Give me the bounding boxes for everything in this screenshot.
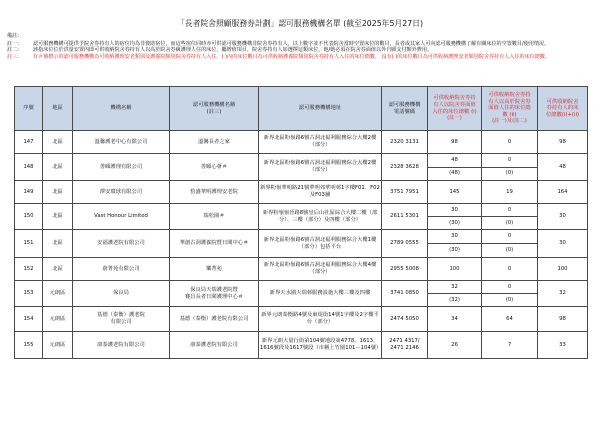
serial-cell: 152 [15,258,43,281]
places-i-cell: 26 [428,332,482,359]
serial-cell: 153 [15,281,43,307]
unit-cell: 康泰護老院有限公司 [170,332,259,359]
notes-section [7,33,597,60]
phone-cell: 2611 5301 [382,204,428,230]
unit-cell: 保良局天瑞護老院暨 賽昌長者日間護理中心＃ [170,281,259,307]
table-row [15,131,588,154]
serial-cell: 147 [15,131,43,154]
district-cell: 北區 [43,181,73,204]
phone-cell: 3751 7951 [382,181,428,204]
header-service-unit: 認可服務機構名稱 (註三) [170,87,259,131]
serial-cell: 154 [15,307,43,332]
places-ii-nursing-cell: (0) [482,244,538,258]
district-cell: 元朗區 [43,307,73,332]
address-cell: 新界北區粉嶺路6號古洞北福利服務綜合大樓2樓（部分） [259,154,382,181]
places-ii-nursing-cell: (0) [482,167,538,181]
org-cell: 基德（泰衡）護老院 有限公司 [73,307,170,332]
unit-cell: 華創古洞護養院暨日間中心＃ [170,230,259,258]
serial-cell: 149 [15,181,43,204]
places-ii-nursing-cell: (0) [482,217,538,230]
table-header-row [15,87,588,131]
places-i-nursing-cell: (48) [428,167,482,181]
header-places-at-voucher-value: 可供收納院舍券持 有人以院舍券面值 入住的床位總數 (i) (註一) [428,87,482,131]
phone-cell: 3741 0850 [382,281,428,307]
total-cell: 32 [538,281,588,307]
serial-cell: 150 [15,204,43,230]
org-cell: 保良局 [73,281,170,307]
header-address: 認可服務機構地址 [259,87,382,131]
phone-cell: 2471 4317/ 2471 2146 [382,332,428,359]
unit-cell: 基德（泰衡）護老院有限公司 [170,307,259,332]
unit-cell: 樂菁苑 [170,258,259,281]
service-provider-table [14,86,588,359]
table-row [15,154,588,168]
table-row [15,181,588,204]
header-district: 地區 [43,87,73,131]
places-i-nursing-cell: (32) [428,294,482,307]
places-ii-nursing-cell: (0) [482,294,538,307]
phone-cell: 2320 3131 [382,131,428,154]
total-cell: 98 [538,131,588,154]
total-cell: 164 [538,181,588,204]
address-cell: 新界元朗大量行街第104號地段第4778、1613、1616號段及1617號段（市稱上竹園101－104號） [259,332,382,359]
district-cell: 元朗區 [43,281,73,307]
note-text: 有＃號標示的認可服務機構為可收納護理安老類別及護養院類別院舍券持有人入住。( )內的床位數目為可供收納護養院類別院舍券持有人入住的床位總數。 沒有( )的床位數目為可供收納護理安老類別院舍券持有人入住的床位總數。 [33,53,551,60]
table-row [15,307,588,332]
places-ii-cell: 0 [482,281,538,294]
org-cell: 康泰護老院有限公司 [73,332,170,359]
district-cell: 北區 [43,154,73,181]
unit-cell: 溫馨長者之家 [170,131,259,154]
places-ii-cell: 7 [482,332,538,359]
places-ii-cell: 0 [482,154,538,168]
district-cell: 北區 [43,204,73,230]
places-ii-cell: 0 [482,131,538,154]
places-i-cell: 145 [428,181,482,204]
places-i-cell: 32 [428,281,482,294]
org-cell: Vast Honour Limited [73,204,170,230]
phone-cell: 2955 5008 [382,258,428,281]
district-cell: 北區 [43,230,73,258]
serial-cell: 151 [15,230,43,258]
unit-cell: 善頤心薈＃ [170,154,259,181]
places-ii-cell: 0 [482,230,538,244]
org-cell: 蔚菁苑有限公司 [73,258,170,281]
header-places-total: 可供收納院舍 券持有人的床 位總數(i)+(ii) [538,87,588,131]
address-cell: 新界北區粉嶺路6號古洞北福利服務綜合大樓4樓（部分） [259,258,382,281]
note-text: 該指床位位於洪量安置內即可供收納院舍券持有人以高於院舍券級護理人住的床位，屬增值項目，院舍券持有人如選擇這類床位，他/她必須在院舍券面值以外自願支付額外費用。 [33,47,433,54]
note-label: 註三: [7,53,19,60]
places-i-cell: 48 [428,154,482,168]
header-serial: 序號 [15,87,43,131]
phone-cell: 2328 3628 [382,154,428,181]
notes-heading: 備註: [7,33,19,39]
org-cell: 善頤護理有限公司 [73,154,170,181]
unit-cell: 豹盛華明護理安老院 [170,181,259,204]
places-ii-cell: 0 [482,258,538,281]
address-cell: 新界粉嶺華明路21號華明郊華明邨1字樓F01、F02及F03舖 [259,181,382,204]
places-ii-cell: 64 [482,307,538,332]
address-cell: 新界元朗泰衡路4號及東堤街14號1字樓及2字樓平台（部分） [259,307,382,332]
places-i-cell: 100 [428,258,482,281]
note-label: 註一: [7,40,19,47]
phone-cell: 2474 5050 [382,307,428,332]
org-cell: 澤安環球有限公司 [73,181,170,204]
header-org-name: 機構名稱 [73,87,170,131]
table-row [15,258,588,281]
places-i-cell: 30 [428,204,482,217]
note-2 [7,47,597,54]
district-cell: 北區 [43,258,73,281]
phone-cell: 2789 0555 [382,230,428,258]
serial-cell: 148 [15,154,43,181]
places-i-nursing-cell: (30) [428,244,482,258]
address-cell: 新界天水圍天瑞邨服務設施大樓三樓及四樓 [259,281,382,307]
total-cell: 33 [538,332,588,359]
note-3 [7,54,597,61]
total-cell: 30 [538,230,588,258]
table-row [15,281,588,294]
address-cell: 新界北區粉嶺路6號古洞北福利服務綜合大樓1樓（部分）包括平台 [259,230,382,258]
total-cell: 100 [538,258,588,281]
district-cell: 元朗區 [43,332,73,359]
places-i-cell: 98 [428,131,482,154]
total-cell: 30 [538,204,588,230]
total-cell: 48 [538,154,588,181]
address-cell: 新界粉嶺嶺晉路8號皇后山社區綜合大樓二樓（部分）、三樓（部分）及四樓（部分） [259,204,382,230]
total-cell: 98 [538,307,588,332]
header-places-above-voucher-value: 可供收納院舍券持 有人以高於院舍券 面值人住的床位總 數 (ii) (註一)及(註二) [482,87,538,131]
places-ii-cell: 19 [482,181,538,204]
note-label: 註二: [7,47,19,54]
table-row [15,332,588,359]
district-cell: 北區 [43,131,73,154]
table-row [15,230,588,244]
org-cell: 溫馨護老中心有限公司 [73,131,170,154]
places-i-cell: 34 [428,307,482,332]
note-text: 認可服務機構可提供予院舍券持有人的宿位均為非資助宿位，而這些宿位同時亦可供認可服務機構非院舍券持有人，以上數字並不代表院舍當時空置床位的數目，長者或其家人可向認可服務機構了解有關床位的空置數目/使用情況。 [33,40,550,47]
org-cell: 安福護老院有限公司 [73,230,170,258]
table-row [15,204,588,217]
places-ii-cell: 0 [482,204,538,217]
address-cell: 新界北區粉嶺路6號古洞北福利服務綜合大樓2樓（部分） [259,131,382,154]
header-phone: 認可服務機構 電話號碼 [382,87,428,131]
unit-cell: 瑞松園＃ [170,204,259,230]
document-title: 「長者院舍照顧服務券計劃」認可服務機構名單 (截至2025年5月27日) [176,19,423,28]
places-i-nursing-cell: (30) [428,217,482,230]
serial-cell: 155 [15,332,43,359]
places-i-cell: 30 [428,230,482,244]
